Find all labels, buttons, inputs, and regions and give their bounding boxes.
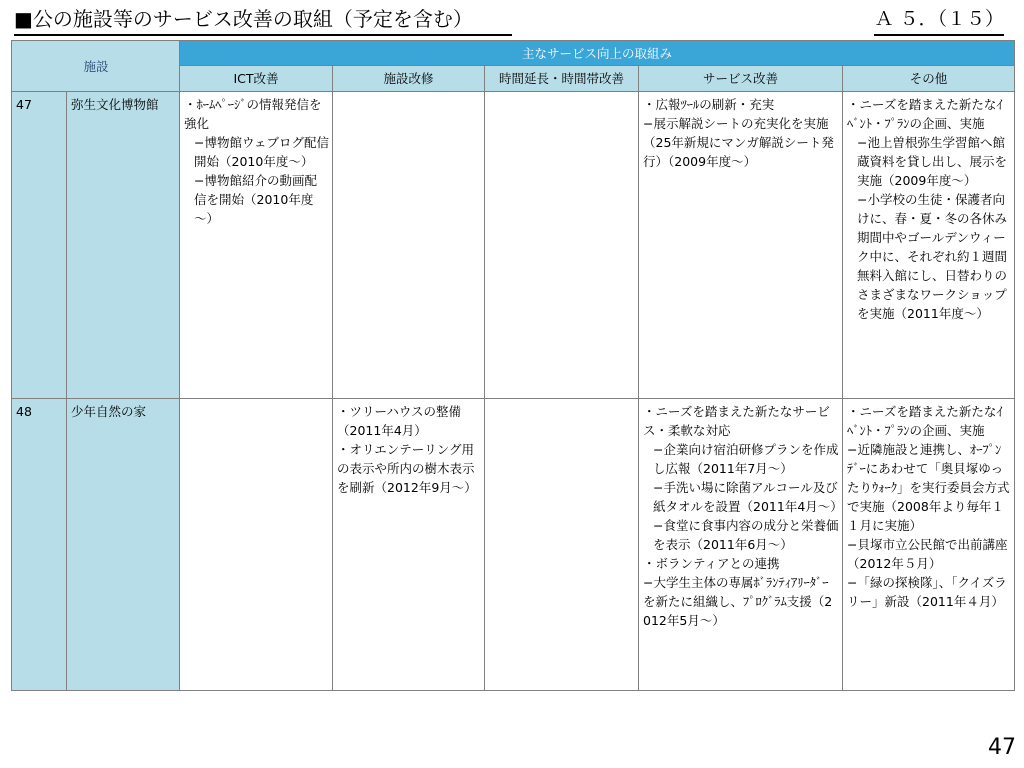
group-header: 主なサービス向上の取組み xyxy=(180,41,1015,66)
ict-cell xyxy=(180,92,333,399)
row-number: 48 xyxy=(12,399,67,691)
cell-text-line: ・ニーズを踏まえた新たなｲﾍﾞﾝﾄ・ﾌﾟﾗﾝの企画、実施 xyxy=(847,97,1003,131)
document-reference: Ａ ５．（１５） xyxy=(874,4,1004,36)
title-underline xyxy=(14,34,512,36)
column-header-other: その他 xyxy=(843,66,1015,92)
cell-text-line: −近隣施設と連携し、ｵｰﾌﾟﾝﾃﾞｰにあわせて「奥貝塚ゆったりｳｫｰｸ」を実行委員会方式で実施（2008年より毎年１１月に実施） xyxy=(847,442,1010,533)
facility-name: 少年自然の家 xyxy=(67,399,180,691)
renovation-cell xyxy=(333,92,485,399)
table-row xyxy=(12,399,1015,691)
page-title: ■公の施設等のサービス改善の取組（予定を含む） xyxy=(14,7,473,31)
cell-text-line: −「緑の探検隊」、「クイズラリー」新設（2011年４月） xyxy=(847,575,1007,609)
cell-text-line: ・ニーズを踏まえた新たなｲﾍﾞﾝﾄ・ﾌﾟﾗﾝの企画、実施 xyxy=(847,404,1003,438)
page-number: 47 xyxy=(988,735,1016,760)
row-number: 47 xyxy=(12,92,67,399)
cell-text-line: ・ツリーハウスの整備（2011年4月） xyxy=(337,404,462,438)
cell-text-line: −大学生主体の専属ﾎﾞﾗﾝﾃｨｱﾘｰﾀﾞｰを新たに組織し、ﾌﾟﾛｸﾞﾗﾑ支援（2012年5月～） xyxy=(643,575,833,628)
cell-text-line: ・広報ﾂｰﾙの刷新・充実 xyxy=(643,97,775,112)
cell-text-line: −小学校の生徒・保護者向けに、春・夏・冬の各休み期間中やゴールデンウィーク中に、それぞれ約１週間無料入館にし、日替わりのさまざまなワークショップを実施（2011年度～） xyxy=(857,192,1008,321)
cell-text-line: ・ニーズを踏まえた新たなサービス・柔軟な対応 xyxy=(643,404,830,438)
cell-text-line: −企業向け宿泊研修プランを作成し広報（2011年7月～） xyxy=(653,442,839,476)
column-header-ict: ICT改善 xyxy=(180,66,333,92)
column-header-service: サービス改善 xyxy=(639,66,843,92)
cell-text-line: −池上曽根弥生学習館へ館蔵資料を貸し出し、展示を実施（2009年度～） xyxy=(857,135,1008,188)
table-row xyxy=(12,92,1015,399)
ict-cell xyxy=(180,399,333,691)
cell-text-line: −食堂に食事内容の成分と栄養価を表示（2011年6月～） xyxy=(653,518,839,552)
table-body xyxy=(12,92,1015,691)
service-cell xyxy=(639,399,843,691)
service-cell xyxy=(639,92,843,399)
column-header-hours: 時間延長・時間帯改善 xyxy=(485,66,639,92)
other-cell xyxy=(843,92,1015,399)
cell-text-line: ・オリエンテーリング用の表示や所内の樹木表示を刷新（2012年9月～） xyxy=(337,442,477,495)
cell-text-line: ・ﾎｰﾑﾍﾟｰｼﾞの情報発信を強化 xyxy=(184,97,322,131)
hours-cell xyxy=(485,92,639,399)
hours-cell xyxy=(485,399,639,691)
cell-text-line: −貝塚市立公民館で出前講座（2012年５月） xyxy=(847,537,1008,571)
other-cell xyxy=(843,399,1015,691)
column-header-renovation: 施設改修 xyxy=(333,66,485,92)
cell-text-line: −手洗い場に除菌アルコール及び紙タオルを設置（2011年4月～） xyxy=(653,480,843,514)
cell-text-line: −博物館ウェブログ配信開始（2010年度～） xyxy=(194,135,329,169)
facility-header: 施設 xyxy=(12,41,180,92)
renovation-cell xyxy=(333,399,485,691)
cell-text-line: −展示解説シートの充実化を実施（25年新規にマンガ解説シート発行）（2009年度～） xyxy=(643,116,834,169)
facility-name: 弥生文化博物館 xyxy=(67,92,180,399)
cell-text-line: ・ボランティアとの連携 xyxy=(643,556,780,571)
cell-text-line: −博物館紹介の動画配信を開始（2010年度～） xyxy=(194,173,317,226)
service-improvement-table xyxy=(11,40,1015,691)
